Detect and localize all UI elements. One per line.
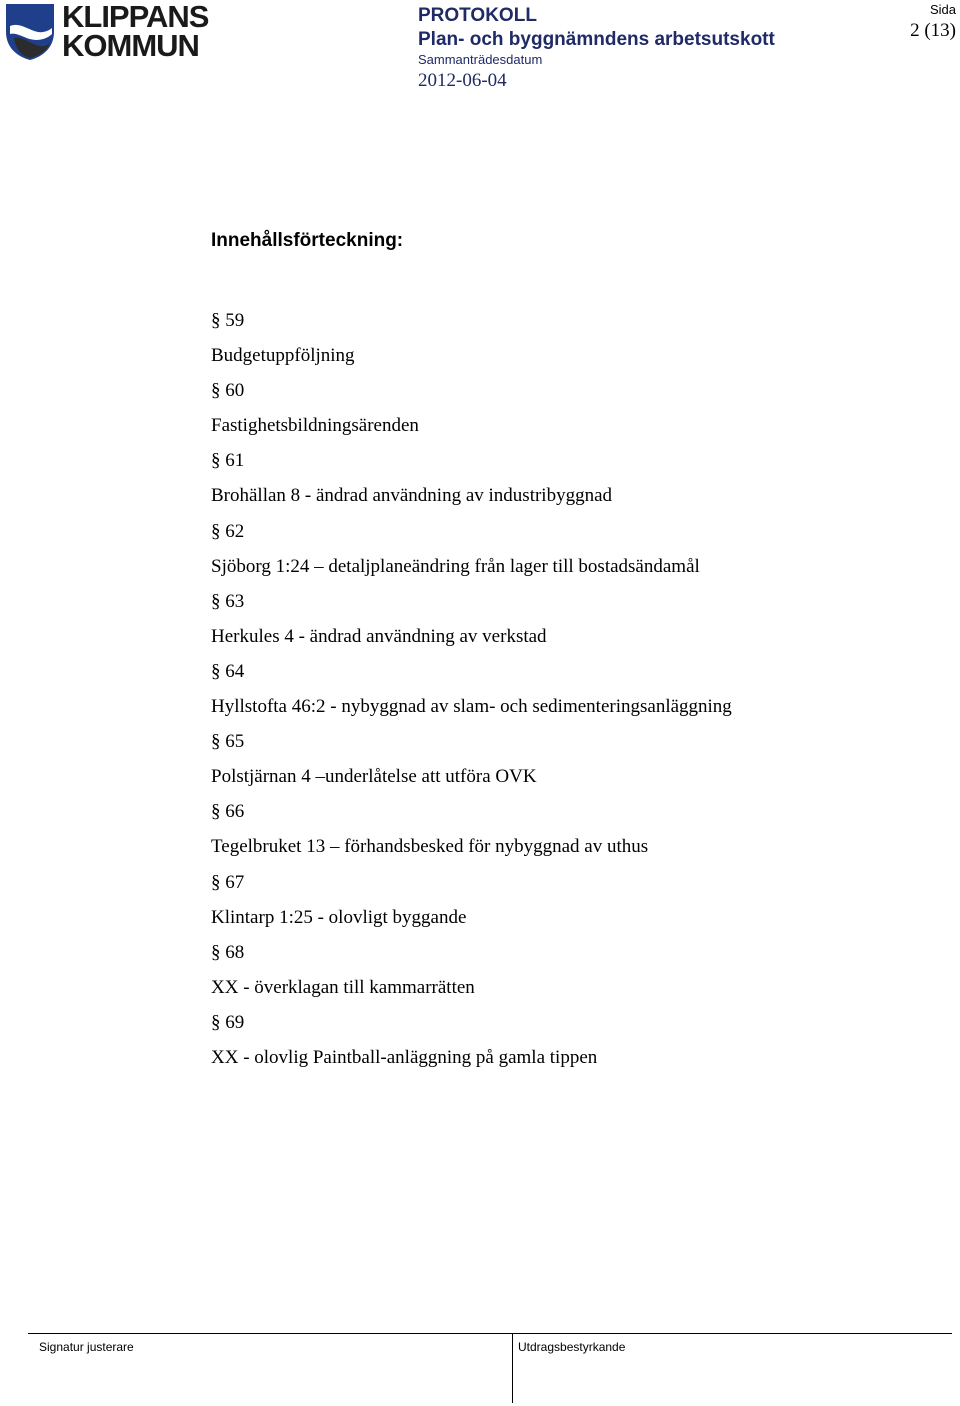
table-of-contents <box>211 303 732 1075</box>
meeting-date: 2012-06-04 <box>418 70 507 91</box>
toc-item-63: Herkules 4 - ändrad användning av verkstad <box>211 625 547 647</box>
toc-item-68: XX - överklagan till kammarrätten <box>211 976 475 998</box>
toc-item-65: Polstjärnan 4 –underlåtelse att utföra OVK <box>211 766 537 788</box>
toc-section-60: § 60 <box>211 380 245 402</box>
toc-item-60: Fastighetsbildningsärenden <box>211 415 419 437</box>
toc-title: Innehållsförteckning: <box>211 230 404 251</box>
page-indicator <box>910 2 956 44</box>
toc-item-62: Sjöborg 1:24 – detaljplaneändring från lager till bostadsändamål <box>211 555 700 577</box>
footer-divider <box>28 1333 952 1334</box>
page-label: Sida <box>929 2 956 17</box>
logo-line-2: KOMMUN <box>62 28 199 63</box>
logo-line-1: KLIPPANS <box>62 0 209 34</box>
toc-section-67: § 67 <box>211 871 245 893</box>
toc-section-64: § 64 <box>211 660 245 682</box>
toc-item-67: Klintarp 1:25 - olovligt byggande <box>211 906 467 928</box>
toc-section-65: § 65 <box>211 731 245 753</box>
toc-section-63: § 63 <box>211 590 245 612</box>
toc-section-66: § 66 <box>211 801 245 823</box>
committee-name: Plan- och byggnämndens arbetsutskott <box>418 29 775 50</box>
certification-label: Utdragsbestyrkande <box>518 1340 626 1354</box>
toc-section-68: § 68 <box>211 941 245 963</box>
toc-section-69: § 69 <box>211 1011 245 1033</box>
klippan-logo <box>4 2 210 64</box>
shield-logo-icon <box>4 2 56 62</box>
signature-label: Signatur justerare <box>39 1340 134 1354</box>
toc-item-59: Budgetuppföljning <box>211 345 355 367</box>
toc-section-59: § 59 <box>211 310 245 331</box>
footer-column-divider <box>512 1333 513 1403</box>
toc-section-62: § 62 <box>211 520 245 542</box>
document-header <box>418 4 775 94</box>
toc-item-69: XX - olovlig Paintball-anläggning på gamla tippen <box>211 1046 598 1068</box>
document-type: PROTOKOLL <box>418 5 537 26</box>
toc-item-61: Brohällan 8 - ändrad användning av industribyggnad <box>211 485 613 507</box>
date-label: Sammanträdesdatum <box>418 52 543 67</box>
page-number: 2 (13) <box>910 20 956 41</box>
toc-section-61: § 61 <box>211 450 245 472</box>
toc-item-64: Hyllstofta 46:2 - nybyggnad av slam- och sedimenteringsanläggning <box>211 696 732 718</box>
toc-item-66: Tegelbruket 13 – förhandsbesked för nybyggnad av uthus <box>211 836 649 858</box>
